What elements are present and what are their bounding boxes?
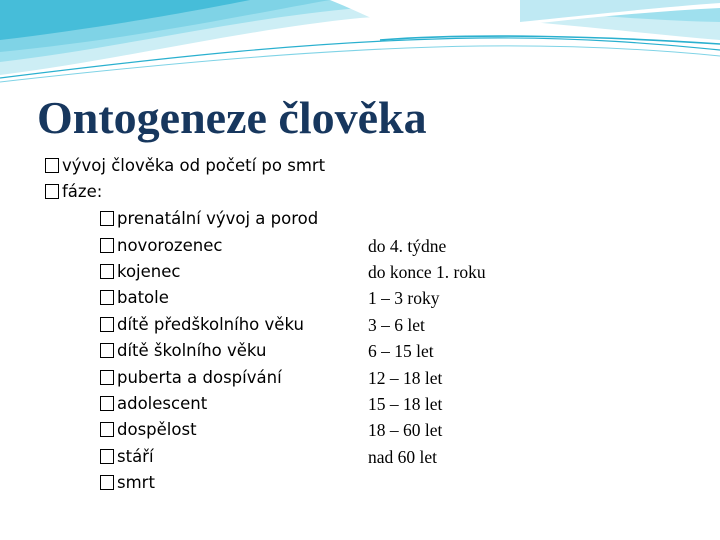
stage-item <box>100 207 318 231</box>
bullet-box-icon <box>100 211 114 226</box>
stage-item <box>100 471 155 495</box>
stage-age: 18 – 60 let <box>368 420 443 440</box>
stage-label: adolescent <box>117 394 208 413</box>
stage-label: batole <box>117 288 169 307</box>
header-wave-decoration <box>0 0 720 90</box>
bullet-box-icon <box>100 396 114 411</box>
stage-item <box>100 392 207 416</box>
stage-age: 1 – 3 roky <box>368 288 440 308</box>
stage-label: dospělost <box>117 420 197 439</box>
bullet-box-icon <box>100 370 114 385</box>
bullet-box-icon <box>100 317 114 332</box>
stage-item <box>100 445 154 469</box>
bullet-definition <box>45 154 325 178</box>
bullet-phases <box>45 180 102 204</box>
stage-label: novorozenec <box>117 236 223 255</box>
stage-label: stáří <box>117 447 154 466</box>
stage-label: dítě předškolního věku <box>117 315 304 334</box>
bullet-box-icon <box>45 158 59 173</box>
stage-age: 15 – 18 let <box>368 394 443 414</box>
stage-item <box>100 286 169 310</box>
stage-item <box>100 313 304 337</box>
stage-age: nad 60 let <box>368 447 438 467</box>
stage-item <box>100 234 222 258</box>
stage-age: 12 – 18 let <box>368 368 443 388</box>
bullet-box-icon <box>100 238 114 253</box>
bullet-box-icon <box>100 264 114 279</box>
stage-item <box>100 260 180 284</box>
bullet-box-icon <box>45 184 59 199</box>
bullet-text: vývoj člověka od početí po smrt <box>62 156 326 175</box>
stage-label: prenatální vývoj a porod <box>117 209 319 228</box>
stage-age: do 4. týdne <box>368 236 447 256</box>
stage-item <box>100 339 266 363</box>
bullet-text: fáze: <box>62 182 103 201</box>
stage-age: do konce 1. roku <box>368 262 486 282</box>
bullet-box-icon <box>100 290 114 305</box>
bullet-box-icon <box>100 475 114 490</box>
stage-age: 6 – 15 let <box>368 341 434 361</box>
bullet-box-icon <box>100 343 114 358</box>
stage-label: kojenec <box>117 262 181 281</box>
bullet-box-icon <box>100 449 114 464</box>
stage-label: smrt <box>117 473 155 492</box>
stage-age: 3 – 6 let <box>368 315 425 335</box>
stage-label: puberta a dospívání <box>117 368 282 387</box>
bullet-box-icon <box>100 422 114 437</box>
stage-item <box>100 366 282 390</box>
stage-item <box>100 418 197 442</box>
stage-label: dítě školního věku <box>117 341 267 360</box>
slide-title: Ontogeneze člověka <box>37 92 427 143</box>
